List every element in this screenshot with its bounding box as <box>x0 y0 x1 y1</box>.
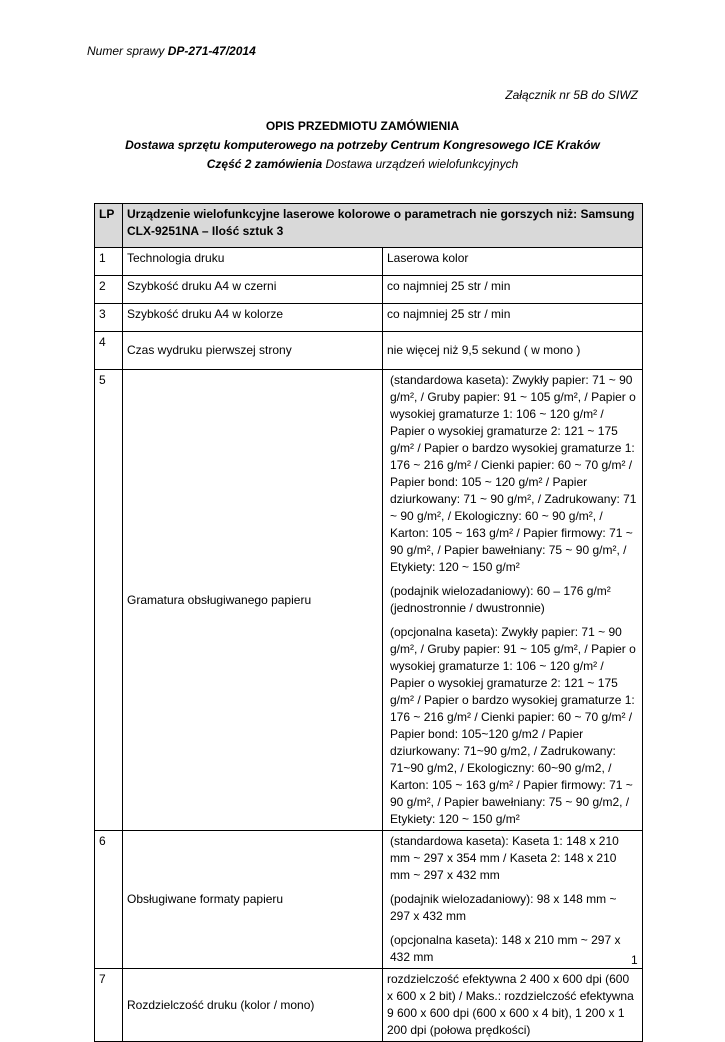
value-paragraph: (opcjonalna kaseta): 148 x 210 mm ~ 297 x 432 mm <box>390 933 621 964</box>
value-paragraph: (podajnik wielozadaniowy): 98 x 148 mm ~ 297 x 432 mm <box>390 892 617 923</box>
row-number: 7 <box>95 969 123 1042</box>
table-row <box>95 276 643 304</box>
value-paragraph: (opcjonalna kaseta): Zwykły papier: 71 ~ 90 g/m², / Gruby papier: 91 ~ 105 g/m², / Papier o wysokiej gramaturze 1: 106 ~ 120 g/m² / Papier o wysokiej gramaturze 2: 121 ~ 175 g/m² / Papier o bardzo wysokiej gramaturze 1: 176 ~ 216 g/m² / Cienki papier: 60 ~ 70 g/m² / Papier bond: 105~120 g/m2 / Papier dziurkowany: 71~90 g/m2, / Zadrukowany: 71~90 g/m2, / Ekologiczny: 60~90 g/m2, / Karton: 105 ~ 163 g/m² / Papier firmowy: 71 ~ 90 g/m², / Papier bawełniany: 75 ~ 90 g/m2, / Etykiety: 120 ~ 150 g/m² <box>390 625 636 826</box>
case-prefix: Numer sprawy <box>87 44 168 58</box>
header-description: Urządzenie wielofunkcyjne laserowe kolorowe o parametrach nie gorszych niż: Samsung CLX-9251NA – Ilość sztuk 3 <box>123 204 643 248</box>
row-parameter: Gramatura obsługiwanego papieru <box>123 370 383 831</box>
row-number: 6 <box>95 831 123 969</box>
row-parameter: Czas wydruku pierwszej strony <box>123 332 383 370</box>
case-number: DP-271-47/2014 <box>167 44 256 58</box>
specification-table <box>94 203 643 1042</box>
header-lp: LP <box>95 204 123 248</box>
row-number: 2 <box>95 276 123 304</box>
row-value: rozdzielczość efektywna 2 400 x 600 dpi (600 x 600 x 2 bit) / Maks.: rozdzielczość efektywna 9 600 x 600 dpi (600 x 600 x 4 bit), 1 200 x 1 200 dpi (połowa prędkości) <box>383 969 643 1042</box>
row-value: Laserowa kolor <box>383 248 643 276</box>
row-number: 1 <box>95 248 123 276</box>
table-row <box>95 370 643 831</box>
row-parameter: Szybkość druku A4 w czerni <box>123 276 383 304</box>
page-number: 1 <box>631 953 638 967</box>
row-number: 4 <box>95 332 123 370</box>
row-parameter: Rozdzielczość druku (kolor / mono) <box>123 969 383 1042</box>
document-subtitle: Dostawa sprzętu komputerowego na potrzeby Centrum Kongresowego ICE Kraków <box>125 138 600 152</box>
row-parameter: Obsługiwane formaty papieru <box>123 831 383 969</box>
document-part-line <box>0 157 725 171</box>
table-row <box>95 831 643 969</box>
row-number: 3 <box>95 304 123 332</box>
row-value <box>383 370 643 831</box>
row-parameter: Szybkość druku A4 w kolorze <box>123 304 383 332</box>
table-row <box>95 304 643 332</box>
row-number: 5 <box>95 370 123 831</box>
value-paragraph: (standardowa kaseta): Zwykły papier: 71 ~ 90 g/m², / Gruby papier: 91 ~ 105 g/m², / Papier o wysokiej gramaturze 1: 106 ~ 120 g/m² / Papier o wysokiej gramaturze 2: 121 ~ 175 g/m² / Papier o bardzo wysokiej gramaturze 1: 176 ~ 216 g/m² / Cienki papier: 60 ~ 70 g/m² / Papier bond: 105 ~ 120 g/m² / Papier dziurkowany: 71 ~ 90 g/m², / Zadrukowany: 71 ~ 90 g/m², / Ekologiczny: 60 ~ 90 g/m², / Karton: 105 ~ 163 g/m² / Papier firmowy: 71 ~ 90 g/m², / Papier bawełniany: 75 ~ 90 g/m², / Etykiety: 120 ~ 150 g/m² <box>390 373 637 574</box>
table-row <box>95 332 643 370</box>
table-row <box>95 969 643 1042</box>
part-label: Część 2 zamówienia <box>206 157 323 171</box>
case-number-line <box>87 44 256 58</box>
part-description: Dostawa urządzeń wielofunkcyjnych <box>322 157 519 171</box>
row-value: co najmniej 25 str / min <box>383 276 643 304</box>
row-value: co najmniej 25 str / min <box>383 304 643 332</box>
table-row <box>95 248 643 276</box>
value-paragraph: (standardowa kaseta): Kaseta 1: 148 x 210 mm ~ 297 x 354 mm / Kaseta 2: 148 x 210 mm ~ 297 x 432 mm <box>390 834 619 882</box>
annex-label: Załącznik nr 5B do SIWZ <box>505 88 638 102</box>
value-paragraph: (podajnik wielozadaniowy): 60 – 176 g/m² (jednostronnie / dwustronnie) <box>390 584 611 615</box>
document-title: OPIS PRZEDMIOTU ZAMÓWIENIA <box>265 119 460 133</box>
table-header-row <box>95 204 643 248</box>
row-value <box>383 831 643 969</box>
row-parameter: Technologia druku <box>123 248 383 276</box>
row-value: nie więcej niż 9,5 sekund ( w mono ) <box>383 332 643 370</box>
